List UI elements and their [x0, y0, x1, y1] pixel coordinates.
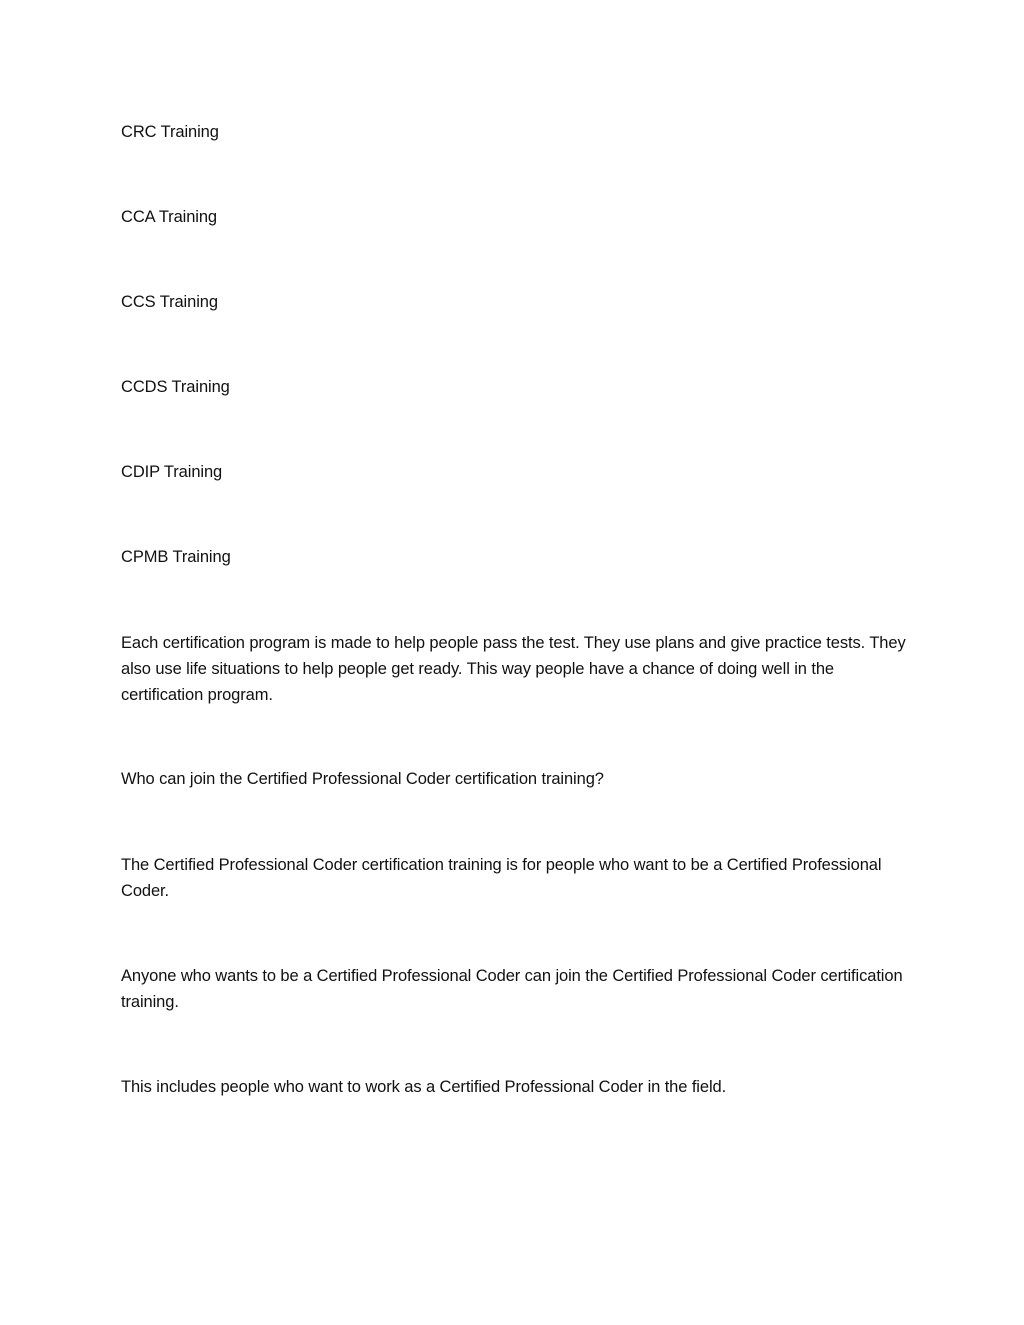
paragraph-training-purpose: The Certified Professional Coder certification training is for people who want to be a Certified Professional Coder.: [121, 856, 882, 900]
paragraph-includes-field-workers: This includes people who want to work as a Certified Professional Coder in the field.: [121, 1078, 727, 1096]
training-item-ccds: CCDS Training: [121, 378, 230, 396]
paragraph-certification-program: Each certification program is made to help people pass the test. They use plans and give practice tests. They also use life situations to help people get ready. This way people have a chance of doing well in the certification program.: [121, 634, 906, 704]
training-item-cca: CCA Training: [121, 208, 218, 226]
training-item-ccs: CCS Training: [121, 293, 218, 311]
paragraph-anyone-can-join: Anyone who wants to be a Certified Professional Coder can join the Certified Professional Coder certification training.: [121, 967, 903, 1011]
training-item-cdip: CDIP Training: [121, 463, 223, 481]
paragraph-who-can-join-question: Who can join the Certified Professional Coder certification training?: [121, 770, 604, 788]
training-item-crc: CRC Training: [121, 123, 219, 141]
training-item-cpmb: CPMB Training: [121, 548, 231, 566]
